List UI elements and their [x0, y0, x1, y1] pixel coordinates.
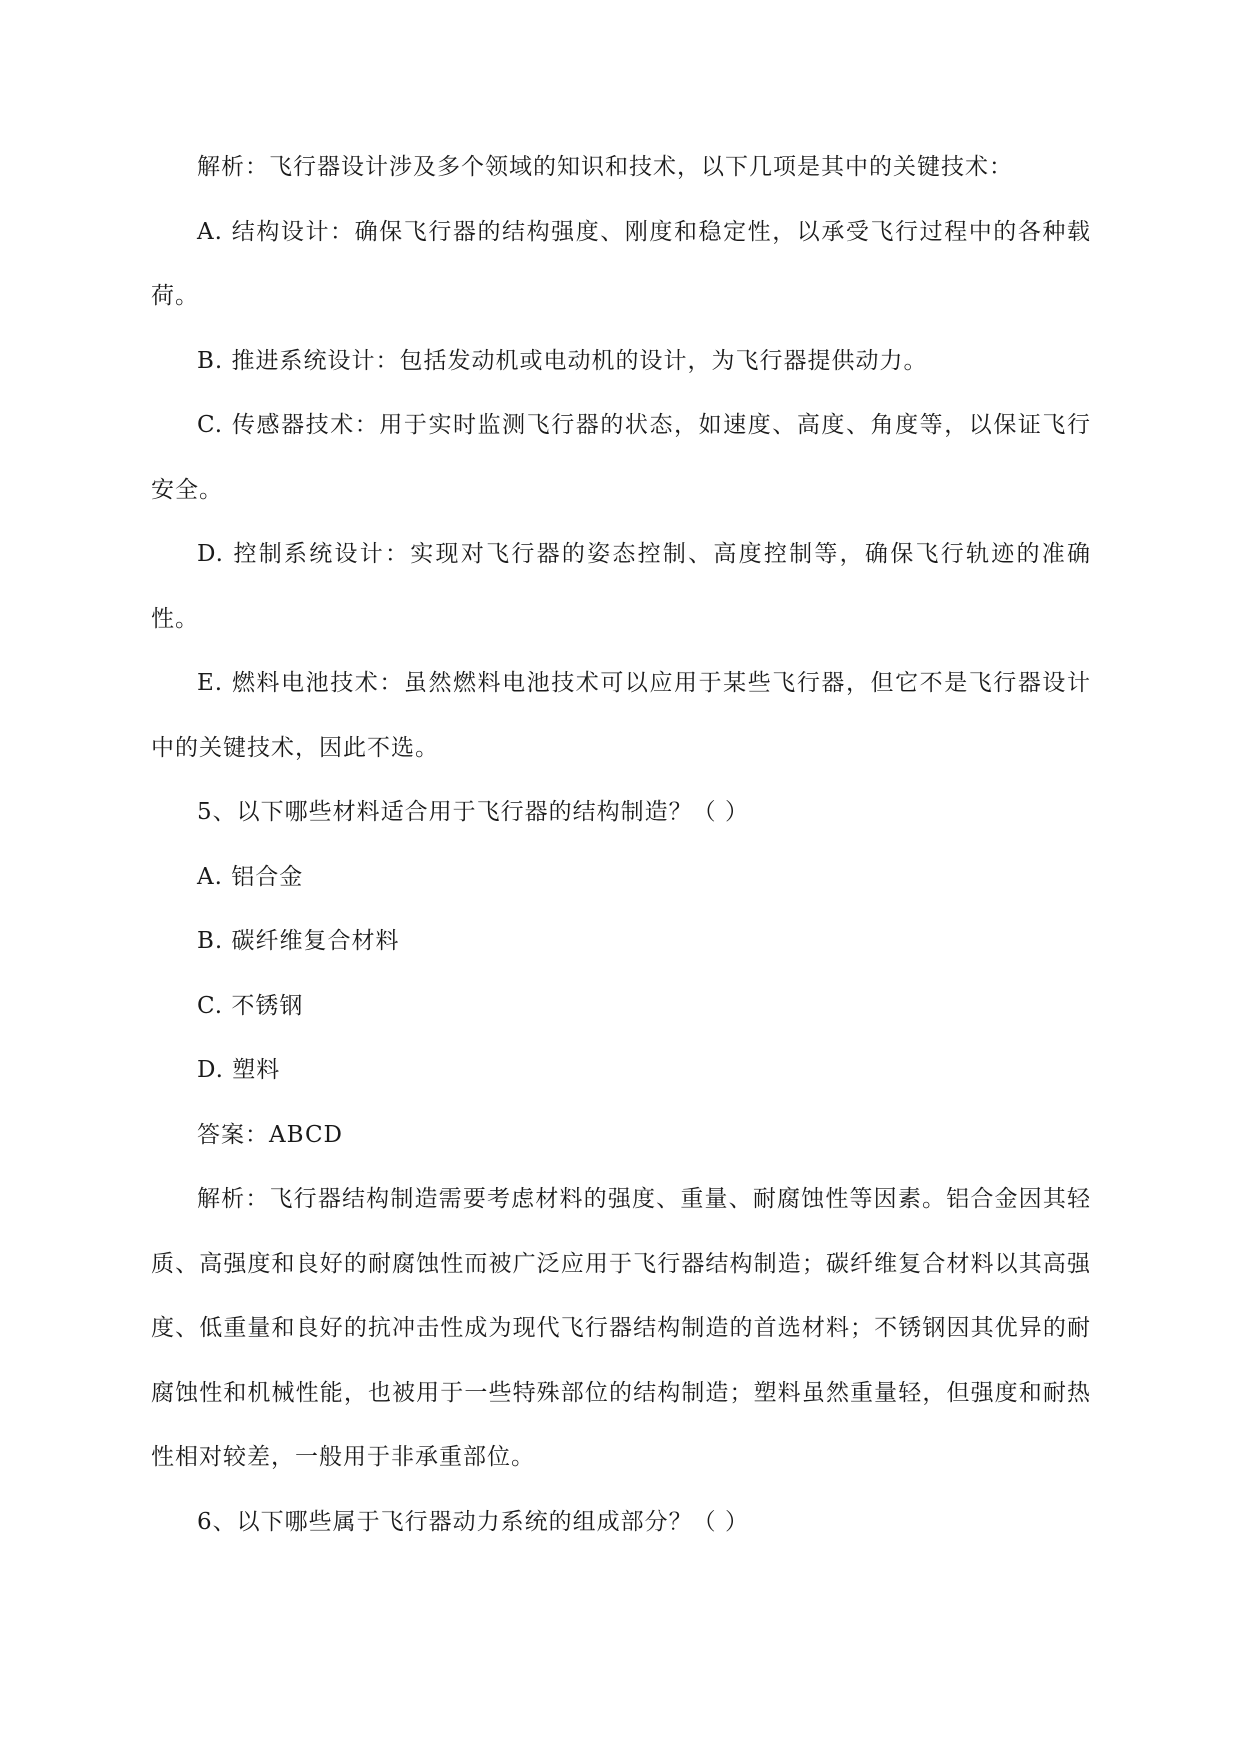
question-5-analysis: 解析：飞行器结构制造需要考虑材料的强度、重量、耐腐蚀性等因素。铝合金因其轻质、高强度和良好的耐腐蚀性而被广泛应用于飞行器结构制造；碳纤维复合材料以其高强度、低重量和良好的抗冲击性成为现代飞行器结构制造的首选材料；不锈钢因其优异的耐腐蚀性和机械性能，也被用于一些特殊部位的结构制造；塑料虽然重量轻，但强度和耐热性相对较差，一般用于非承重部位。: [151, 1186, 1091, 1470]
q4-explanation-option-c: C. 传感器技术：用于实时监测飞行器的状态，如速度、高度、角度等，以保证飞行安全。: [151, 412, 1091, 503]
document-body: [151, 135, 1091, 1554]
analysis-paragraph-q4: 解析：飞行器设计涉及多个领域的知识和技术，以下几项是其中的关键技术：: [197, 154, 1013, 180]
question-6-stem: 6、以下哪些属于飞行器动力系统的组成部分？（ ）: [197, 1508, 749, 1535]
question-5-answer: 答案：ABCD: [197, 1121, 343, 1148]
question-5-option-a: A. 铝合金: [197, 863, 304, 890]
question-5-option-c: C. 不锈钢: [197, 992, 304, 1019]
q4-explanation-option-e: E. 燃料电池技术：虽然燃料电池技术可以应用于某些飞行器，但它不是飞行器设计中的关键技术，因此不选。: [151, 670, 1091, 761]
q4-explanation-option-a: A. 结构设计：确保飞行器的结构强度、刚度和稳定性，以承受飞行过程中的各种载荷。: [151, 218, 1091, 309]
question-5-option-d: D. 塑料: [197, 1057, 281, 1083]
question-5-option-b: B. 碳纤维复合材料: [197, 928, 400, 954]
q4-explanation-option-b: B. 推进系统设计：包括发动机或电动机的设计，为飞行器提供动力。: [197, 347, 928, 374]
q4-explanation-option-d: D. 控制系统设计：实现对飞行器的姿态控制、高度控制等，确保飞行轨迹的准确性。: [151, 541, 1091, 632]
question-5-stem: 5、以下哪些材料适合用于飞行器的结构制造？（ ）: [197, 799, 749, 825]
